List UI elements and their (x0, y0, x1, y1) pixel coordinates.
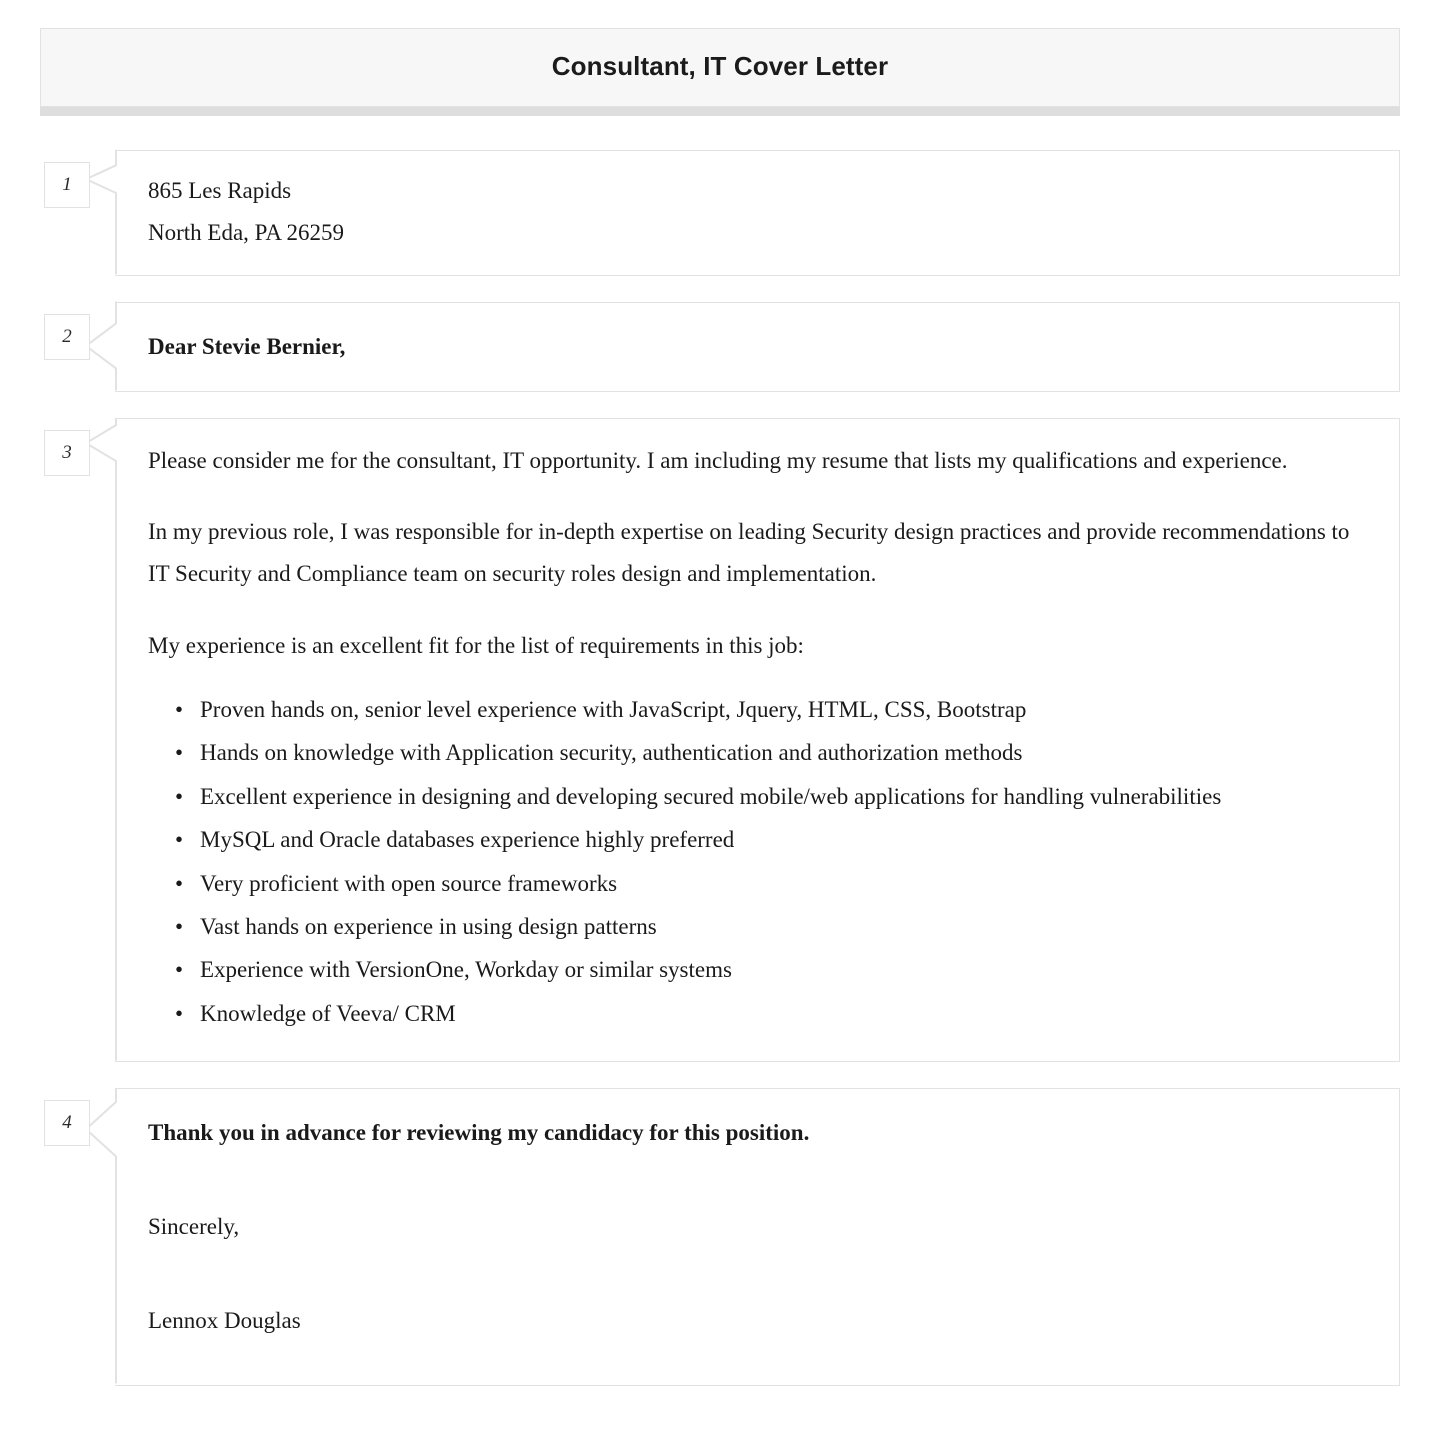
address-line-2: North Eda, PA 26259 (148, 219, 344, 245)
list-item: • Knowledge of Veeva/ CRM (200, 993, 1370, 1034)
body-panel (115, 418, 1400, 1063)
sender-address-panel (115, 150, 1400, 276)
section-number-badge-4: 4 (44, 1100, 90, 1146)
salutation-text: Dear Stevie Bernier, (148, 333, 346, 359)
list-item: • Proven hands on, senior level experience with JavaScript, Jquery, HTML, CSS, Bootstrap (200, 689, 1370, 730)
list-item: • Experience with VersionOne, Workday or similar systems (200, 949, 1370, 990)
section-sender-address (0, 150, 1440, 276)
document-header (40, 28, 1400, 116)
requirements-list (148, 689, 1370, 1034)
list-item: • Very proficient with open source frameworks (200, 863, 1370, 904)
closing-signoff: Sincerely, (148, 1214, 240, 1239)
signature-spacer (148, 1248, 1370, 1300)
section-number-badge-3: 3 (44, 430, 90, 476)
list-item: • Excellent experience in designing and developing secured mobile/web applications for handling vulnerabilities (200, 776, 1370, 817)
document-header-box (40, 28, 1400, 107)
section-closing (0, 1088, 1440, 1386)
list-item: • Vast hands on experience in using design patterns (200, 906, 1370, 947)
salutation-panel (115, 302, 1400, 392)
section-salutation (0, 302, 1440, 392)
list-item: • Hands on knowledge with Application security, authentication and authorization methods (200, 732, 1370, 773)
body-paragraph-3: My experience is an excellent fit for the list of requirements in this job: (148, 633, 804, 659)
closing-panel (115, 1088, 1400, 1386)
closing-thanks: Thank you in advance for reviewing my candidacy for this position. (148, 1120, 810, 1146)
panel-notch-pointer-icon (84, 417, 116, 1062)
list-item: • MySQL and Oracle databases experience highly preferred (200, 819, 1370, 860)
closing-spacer (148, 1154, 1370, 1206)
section-body (0, 418, 1440, 1063)
section-number-badge-1: 1 (44, 162, 90, 208)
body-paragraph-1: Please consider me for the consultant, IT opportunity. I am including my resume that lists my qualifications and experience. (148, 447, 1288, 473)
page-title: Consultant, IT Cover Letter (551, 51, 889, 81)
body-paragraph-2: In my previous role, I was responsible for in-depth expertise on leading Security design practices and provide recommendations to IT Security and Compliance team on security roles design and implementation. (148, 519, 1350, 587)
section-number-badge-2: 2 (44, 314, 90, 360)
letter-sections (0, 150, 1440, 1398)
header-shadow-bar (40, 107, 1400, 116)
signature-name: Lennox Douglas (148, 1307, 301, 1333)
address-line-1: 865 Les Rapids (148, 178, 292, 203)
